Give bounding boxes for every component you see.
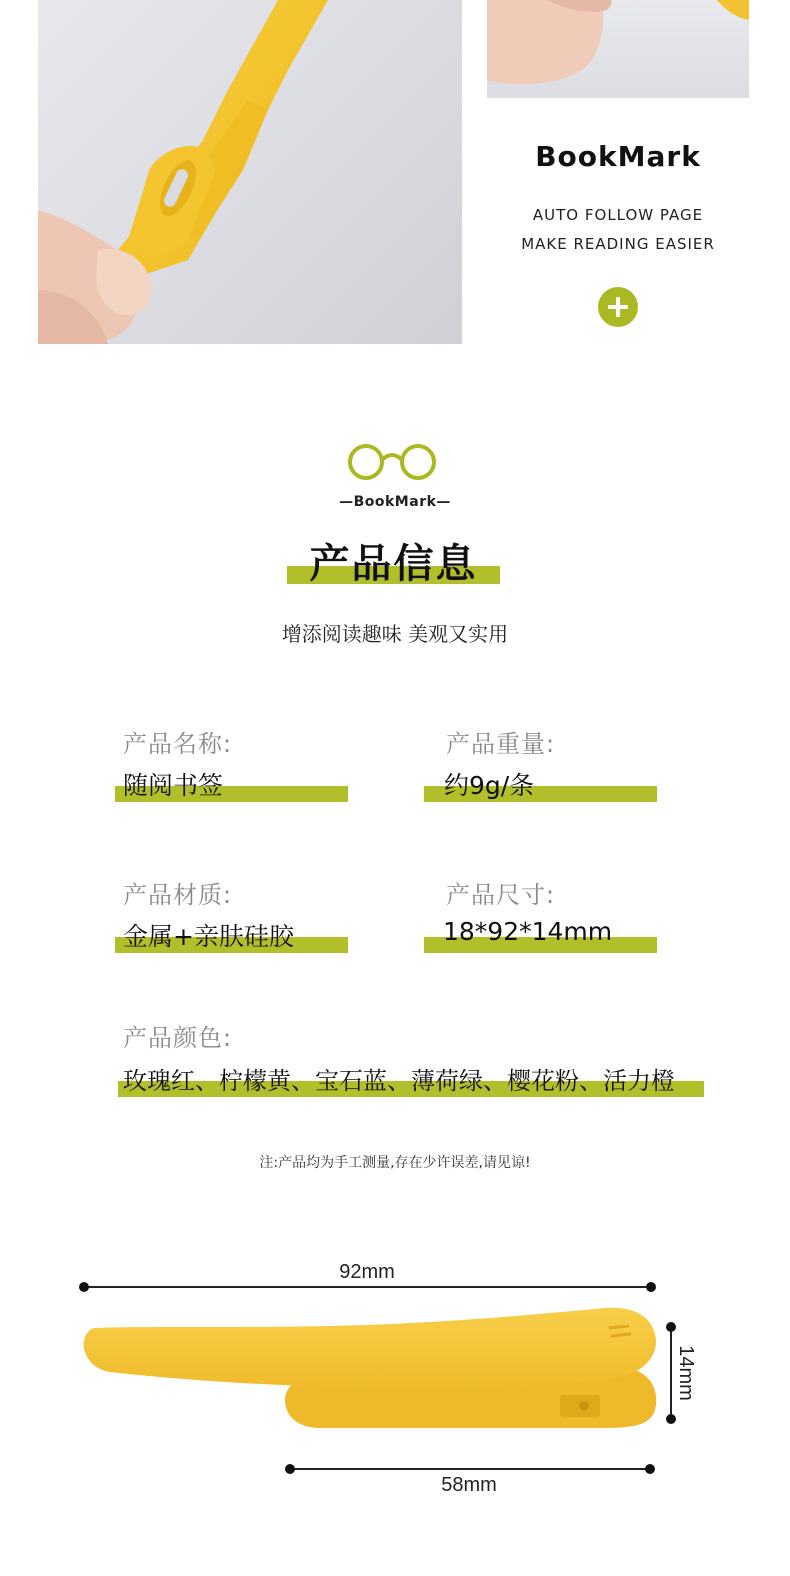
height-bottom-dot [666, 1414, 676, 1424]
product-photo-detail [487, 0, 749, 98]
spec-size-label: 产品尺寸: [446, 881, 556, 909]
photo-hand-bookmark-illustration [38, 0, 462, 344]
section-title: 产品信息 [309, 541, 478, 587]
height-label: 14mm [675, 1345, 697, 1401]
spec-weight-label: 产品重量: [446, 730, 556, 758]
clip-end-dot [645, 1464, 655, 1474]
section-title-block [287, 532, 500, 587]
product-hinge-pin [579, 1401, 589, 1411]
length-end-dot [646, 1282, 656, 1292]
glasses-icon [346, 440, 440, 484]
photo-detail-illustration [487, 0, 749, 98]
length-start-dot [79, 1282, 89, 1292]
clip-label: 58mm [441, 1474, 497, 1496]
promo-tagline-1: AUTO FOLLOW PAGE [532, 206, 704, 224]
brand-caption: —BookMark— [339, 494, 451, 510]
spec-color-label: 产品颜色: [123, 1024, 233, 1052]
grip-line-2 [612, 1334, 630, 1336]
spec-name-value: 随阅书签 [123, 771, 224, 800]
dimension-diagram [0, 1250, 790, 1510]
product-photo-hand [38, 0, 462, 344]
promo-title: BookMark [535, 140, 701, 173]
promo-tagline-2: MAKE READING EASIER [521, 235, 715, 253]
spec-size-value: 18*92*14mm [443, 917, 613, 946]
spec-material-value: 金属+亲肤硅胶 [123, 922, 294, 951]
length-label: 92mm [339, 1261, 395, 1283]
plus-icon[interactable] [598, 287, 638, 327]
spec-name-label: 产品名称: [123, 730, 233, 758]
height-top-dot [666, 1322, 676, 1332]
spec-weight-value: 约9g/条 [444, 771, 535, 800]
clip-start-dot [285, 1464, 295, 1474]
grip-line-1 [610, 1326, 628, 1328]
spec-color-value: 玫瑰红、柠檬黄、宝石蓝、薄荷绿、樱花粉、活力橙 [123, 1067, 675, 1095]
section-subtitle: 增添阅读趣味 美观又实用 [281, 622, 509, 646]
spec-material-label: 产品材质: [123, 881, 233, 909]
measurement-note: 注:产品均为手工测量,存在少许误差,请见谅! [259, 1155, 531, 1171]
product-arm [84, 1308, 656, 1389]
